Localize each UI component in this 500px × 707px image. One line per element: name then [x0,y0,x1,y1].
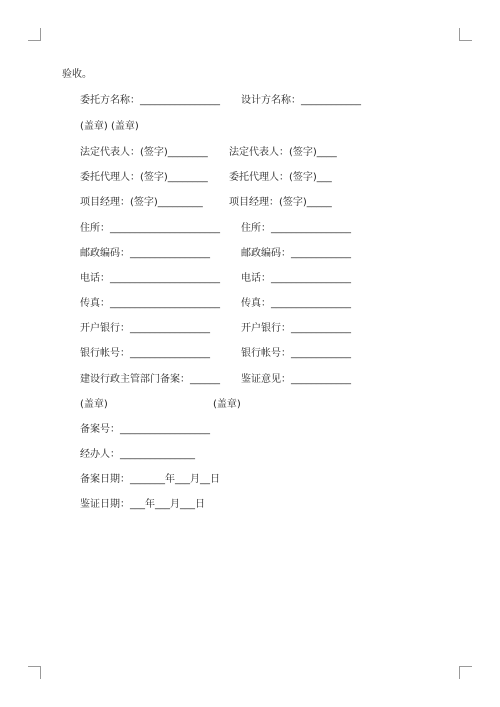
designer-postcode-field: 邮政编码：____________ [241,248,351,259]
handler-field: 经办人：_______________ [80,449,195,460]
client-address-field: 住所：______________________ [80,223,220,234]
client-bank-field: 开户银行：________________ [80,323,210,334]
designer-fax-field: 传真：________________ [241,298,351,309]
authority-filing-field: 建设行政主管部门备案：______ [80,374,220,385]
designer-bank-field: 开户银行：____________ [241,323,351,334]
designer-address-field: 住所：________________ [241,223,351,234]
client-fax-field: 传真：______________________ [80,298,220,309]
authority-seal: (盖章) [80,399,108,410]
designer-phone-field: 电话：________________ [241,273,351,284]
seal-line: (盖章) (盖章) [80,121,139,132]
client-account-field: 银行帐号：________________ [80,348,210,359]
certification-seal: (盖章) [213,399,241,410]
designer-agent-field: 委托代理人：(签字)___ [229,172,332,183]
client-project-manager-field: 项目经理：(签字)_________ [80,197,203,208]
crop-mark-top-left [28,28,41,41]
designer-legal-rep-field: 法定代表人：(签字)____ [229,147,337,158]
client-name-field: 委托方名称：________________ [80,95,220,106]
crop-mark-top-right [459,28,472,41]
crop-mark-bottom-right [459,666,472,679]
text-acceptance: 验收。 [62,69,92,80]
designer-name-field: 设计方名称：____________ [241,95,361,106]
client-postcode-field: 邮政编码：________________ [80,248,210,259]
certification-date-field: 鉴证日期：___年___月___日 [80,499,205,510]
client-phone-field: 电话：______________________ [80,273,220,284]
certification-opinion-field: 鉴证意见：____________ [241,374,351,385]
filing-number-field: 备案号：__________________ [80,424,210,435]
designer-project-manager-field: 项目经理：(签字)_____ [229,197,332,208]
client-agent-field: 委托代理人：(签字)________ [80,172,208,183]
crop-mark-bottom-left [28,666,41,679]
client-legal-rep-field: 法定代表人：(签字)________ [80,147,208,158]
designer-account-field: 银行帐号：____________ [241,348,351,359]
filing-date-field: 备案日期：_______年___月__日 [80,474,220,485]
